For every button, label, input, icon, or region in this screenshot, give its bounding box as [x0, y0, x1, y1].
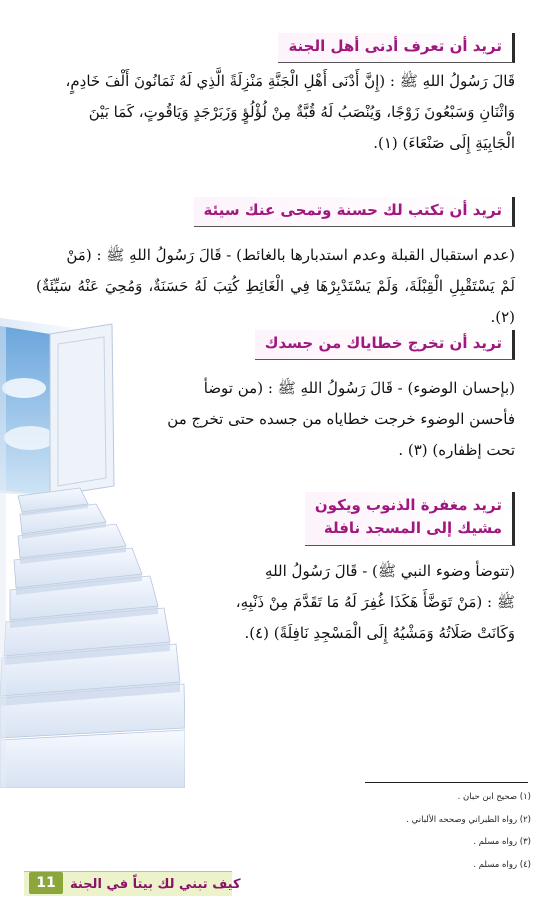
footnotes: [331, 786, 531, 876]
footnote-divider: [365, 782, 528, 783]
text-line: قَالَ رَسُولُ اللهِ ﷺ : (إِنَّ أَدْنَى أَهْلِ الْجَنَّةِ مَنْزِلَةً الَّذِي لَهُ ثَمَانُونَ أَلْفَ خَادِمٍ،: [65, 72, 515, 90]
text-line: تحت إظفاره) (٣) .: [398, 441, 515, 459]
footnote: (٤) رواه مسلم .: [473, 859, 531, 870]
section-heading: تريد أن تخرج خطاياك من جسدك: [255, 330, 515, 360]
text-line: (بإحسان الوضوء) - قَالَ رَسُولُ اللهِ ﷺ : (من توضأ: [203, 379, 515, 397]
section-body: [160, 556, 515, 649]
page-number: 11: [29, 872, 63, 894]
footnote: (٢) رواه الطبراني وصححه الألباني .: [406, 814, 531, 825]
section-body: [160, 373, 515, 466]
section-heading: تريد أن تكتب لك حسنة وتمحى عنك سيئة: [194, 197, 515, 227]
section-body: [36, 66, 515, 159]
text-line: فأحسن الوضوء خرجت خطاياه من جسده حتى تخرج من: [167, 410, 515, 428]
footnote: (٣) رواه مسلم .: [473, 837, 531, 847]
text-line: لَمْ يَسْتَقْبِلِ الْقِبْلَةَ، وَلَمْ يَسْتَدْبِرْهَا فِي الْغَائِطِ كُتِبَ لَهُ حَسَنَةٌ، وَمُحِيَ عَنْهُ سَيِّئَةٌ) (٢).: [36, 277, 515, 326]
section-heading: [305, 492, 515, 546]
text-line: (عدم استقبال القبلة وعدم استدبارها بالغائط) - قَالَ رَسُولُ اللهِ ﷺ : (مَنْ: [66, 246, 515, 264]
text-line: وَاثْنَانِ وَسَبْعُونَ زَوْجًا، وَيُنْصَبُ لَهُ قُبَّةٌ مِنْ لُؤْلُؤٍ وَزَبَرْجَدٍ وَيَاقُوتٍ، كَمَا بَيْنَ: [88, 103, 515, 121]
text-line: الْجَابِيَةِ إِلَى صَنْعَاءَ) (١).: [373, 134, 515, 152]
heading-line: مشيك إلى المسجد نافلة: [323, 519, 502, 538]
footnote: (١) صحيح ابن حبان .: [457, 792, 531, 802]
heading-line: تريد مغفرة الذنوب ويكون: [314, 496, 502, 514]
book-title: كيف تبني لك بيتاً في الجنة: [70, 877, 241, 892]
text-line: ﷺ : (مَنْ تَوَضَّأَ هَكَذَا غُفِرَ لَهُ مَا تَقَدَّمَ مِنْ ذَنْبِهِ،: [235, 593, 515, 611]
text-line: وَكَانَتْ صَلَاتُهُ وَمَشْيُهُ إِلَى الْمَسْجِدِ نَافِلَةً) (٤).: [244, 624, 515, 642]
text-line: (تتوضأ وضوء النبي ﷺ) - قَالَ رَسُولُ اللهِ: [265, 562, 515, 580]
section-heading: تريد أن تعرف أدنى أهل الجنة: [278, 33, 515, 63]
staircase-door-illustration: [0, 318, 185, 788]
